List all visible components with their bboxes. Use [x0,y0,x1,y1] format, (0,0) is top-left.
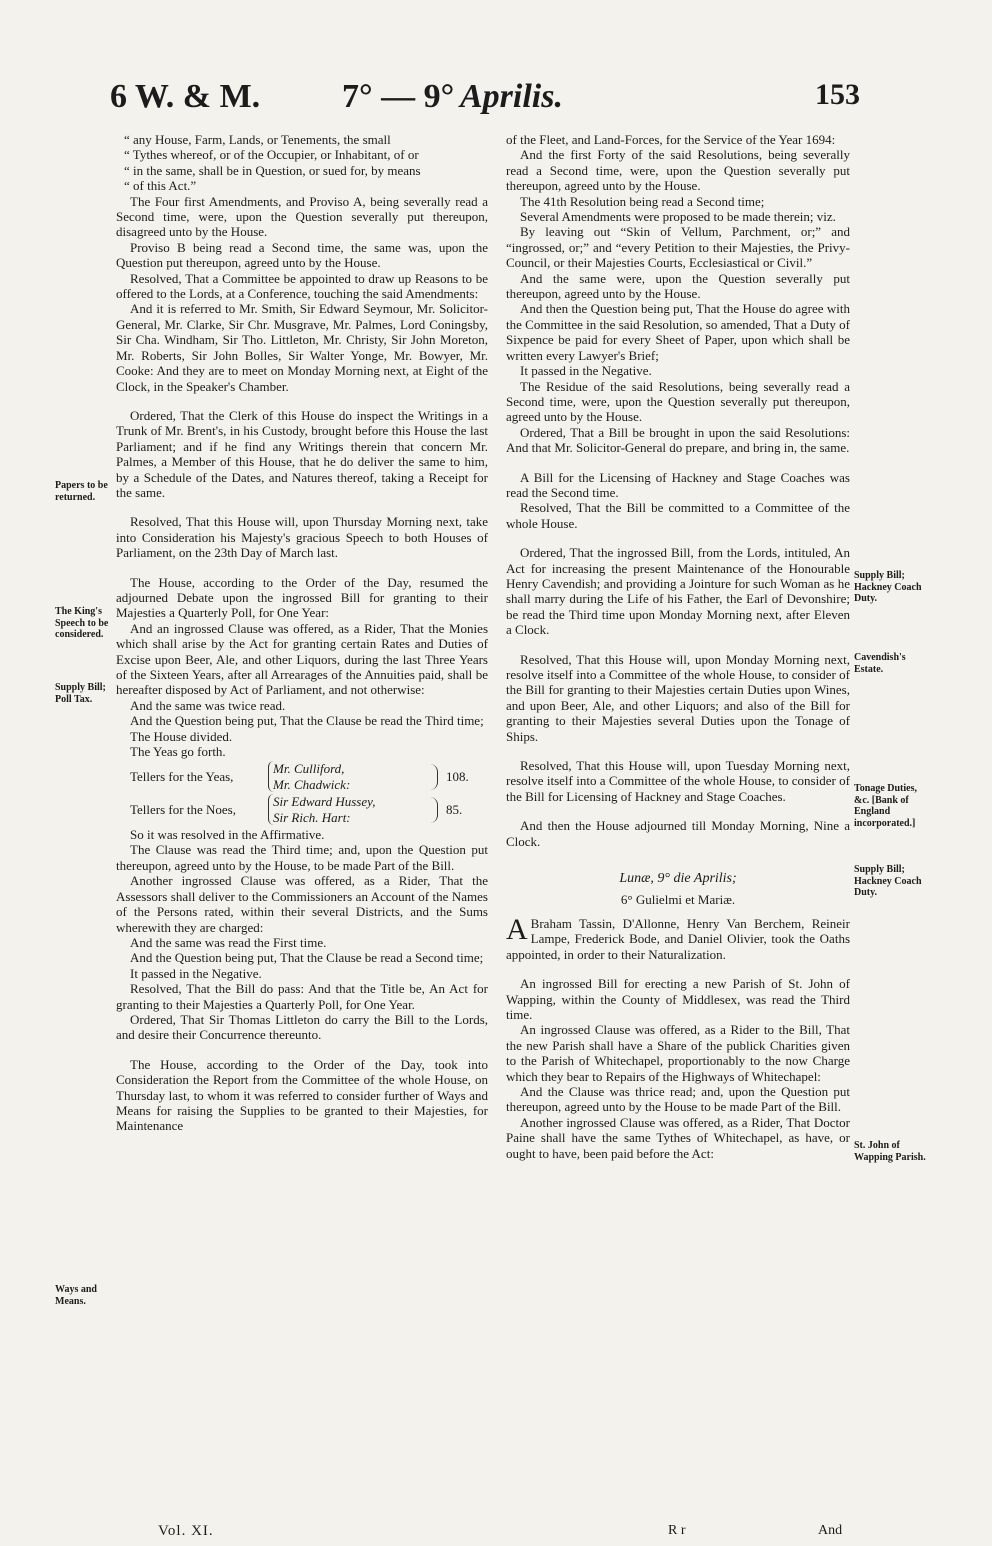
paragraph: The Four first Amendments, and Proviso A, being severally read a Second time, were, upon the Question severally put thereupon, disagreed unto by the House. [116,193,488,240]
paragraph: So it was resolved in the Affirmative. [130,827,325,843]
paragraph: It passed in the Negative. [520,363,652,379]
vote-count: 85. [446,801,463,817]
margin-note-ways-means: Ways and Means. [55,1284,97,1307]
paragraph: The House divided. [130,728,233,744]
paragraph: “ of this Act.” [124,178,197,194]
brace [423,764,438,790]
brace [423,797,438,823]
header-dates: 7° — 9° [342,78,455,115]
paragraph: of the Fleet, and Land-Forces, for the Service of the Year 1694: [506,132,836,147]
vote-count: 108. [446,769,469,785]
paragraph: Resolved, That a Committee be appointed to draw up Reasons to be offered to the Lords, at a Conference, touching the said Amendments: [116,270,488,302]
tellers-label: Tellers for the Noes, [130,801,236,817]
paragraph: Resolved, That this House will, upon Tuesday Morning next, resolve itself into a Committee of the whole House, to consider of the Bill for Licensing of Hackney and Stage Coaches. [506,758,850,804]
naturalization-paragraph [506,912,850,962]
paragraph: Ordered, That Sir Thomas Littleton do carry the Bill to the Lords, and desire their Concurrence thereunto. [116,1011,488,1043]
paragraph: And the same was read the First time. [130,934,327,950]
paragraph: And the same were, upon the Question severally put thereupon, agreed unto by the House. [506,270,850,302]
paragraph: And an ingrossed Clause was offered, as a Rider, That the Monies which shall arise by the Act for granting certain Rates and Duties of Excise upon Beer, Ale, and other Liquors, during the last Three Years of the Sixteen Years, after all Arrearages of the Annuities paid, shall be hereafter disposed by Act of Parliament, and not otherwise: [116,620,488,698]
margin-note-wapping: St. John of Wapping Parish. [854,1140,926,1163]
signature-mark: R r [668,1523,686,1538]
paragraph: “ Tythes whereof, or of the Occupier, or Inhabitant, of or [124,147,419,163]
paragraph: The House, according to the Order of the Day, took into Consideration the Report from the Committee of the whole House, on Thursday last, to whom it was referred to consider further of Ways and Means for raising the Supplies to be granted to their Majesties, for Maintenance [116,1056,488,1134]
margin-note-hackney: Supply Bill; Hackney Coach Duty. [854,570,922,604]
paragraph: And then the House adjourned till Monday Morning, Nine a Clock. [506,818,850,849]
paragraph: And the Question being put, That the Clause be read the Third time; [130,713,484,729]
paragraph: Ordered, That a Bill be brought in upon the said Resolutions: And that Mr. Solicitor-General do prepare, and bring in, the same. [506,424,850,456]
paragraph: The Residue of the said Resolutions, being severally read a Second time, were, upon the Question severally put thereupon, agreed unto by the House. [506,378,850,425]
paragraph: And the same was twice read. [130,697,286,713]
drop-cap: A [506,912,528,946]
page-header [110,78,860,128]
teller-name: Sir Edward Hussey, [273,794,376,810]
right-column [506,132,850,1161]
day-heading: Lunæ, 9° die Aprilis; [619,871,737,887]
paragraph: Resolved, That this House will, upon Thursday Morning next, take into Consideration his Majesty's gracious Speech to both Houses of Parliament, on the 23th Day of March last. [116,514,488,561]
paragraph: The Clause was read the Third time; and, upon the Question put thereupon, agreed unto by the House, to be made Part of the Bill. [116,842,488,873]
paragraph: Resolved, That the Bill do pass: And that the Title be, An Act for granting to their Majesties a Quarterly Poll, for One Year. [116,981,488,1012]
paragraph: The Yeas go forth. [130,744,226,760]
regnal-subheading: 6° Gulielmi et Mariæ. [620,892,736,908]
page-number: 153 [815,78,860,111]
teller-name: Sir Rich. Hart: [273,809,351,825]
paragraph: Proviso B being read a Second time, the same was, upon the Question put thereupon, agreed unto by the House. [116,239,488,271]
paragraph: Several Amendments were proposed to be made therein; viz. [520,209,836,225]
paragraph: An ingrossed Bill for erecting a new Parish of St. John of Wapping, within the County of Middlesex, was read the Third time. [506,976,850,1022]
paragraph: The 41th Resolution being read a Second time; [520,193,765,209]
margin-note-cavendish: Cavendish's Estate. [854,652,906,675]
paragraph: “ any House, Farm, Lands, or Tenements, the small [124,132,391,147]
margin-note-kings-speech: The King's Speech to be considered. [55,606,109,640]
header-regnal-year: 6 W. & M. [110,78,261,115]
paragraph: A Bill for the Licensing of Hackney and Stage Coaches was read the Second time. [506,469,850,500]
tellers-noes [130,794,488,825]
margin-note-supply-poll: Supply Bill; Poll Tax. [55,682,106,705]
teller-name: Mr. Chadwick: [273,776,351,792]
paragraph: Another ingrossed Clause was offered, as a Rider, That Doctor Paine shall have the same Tythes of Whitechapel, as have, or ought to have, been paid before the Act: [506,1114,850,1161]
tellers-names [268,794,423,825]
paragraph: And then the Question being put, That the House do agree with the Committee in the said Resolution, so amended, That a Duty of Sixpence be paid for every Sheet of Paper, upon which shall be written every Lawyer's Brief; [506,301,850,363]
paragraph: The House, according to the Order of the Day, resumed the adjourned Debate upon the ingrossed Bill for granting to their Majesties a Quarterly Poll, for One Year: [116,574,488,621]
volume-label: Vol. XI. [158,1523,214,1539]
paragraph: An ingrossed Clause was offered, as a Rider to the Bill, That the new Parish shall have a Share of the publick Charities given to the Parish of Whitechapel, proportionably to the now Charge which they bear to Repairs of the Highways of Whitechapel: [506,1022,850,1084]
paragraph: And the Question being put, That the Clause be read a Second time; [130,950,484,966]
left-column [116,132,488,1134]
paragraph: And the Clause was thrice read; and, upon the Question put thereupon, agreed unto by the House to be made Part of the Bill. [506,1083,850,1115]
naturalization-text: Braham Tassin, D'Allonne, Henry Van Berchem, Reineir Lampe, Frederick Bode, and Daniel Olivier, took the Oaths appointed, in order to their Naturalization. [506,915,850,962]
tellers-label: Tellers for the Yeas, [130,769,234,785]
paragraph: Resolved, That this House will, upon Monday Morning next, resolve itself into a Committee of the whole House, to consider of the Bill for granting to their Majesties certain Duties upon Wines, and upon Beer, Ale, and other Liquors; and also of the Bill for granting to their Majesties several Duties upon the Tonage of Ships. [506,651,850,744]
paragraph: And the first Forty of the said Resolutions, being severally read a Second time, were, upon the Question severally put thereupon, agreed unto by the House. [506,147,850,194]
paragraph: And it is referred to Mr. Smith, Sir Edward Seymour, Mr. Solicitor-General, Mr. Clarke, Sir Chr. Musgrave, Mr. Palmes, Lord Coningsby, Sir Cha. Windham, Sir Tho. Littleton, Mr. Christy, Sir John Moreton, Mr. Roberts, Sir John Bolles, Sir Walter Yonge, Mr. Bowyer, Mr. Cooke: And they are to meet on Monday Morning next, at Eight of the Clock, in the Speaker's Chamber. [116,301,488,394]
paragraph: “ in the same, shall be in Question, or sued for, by means [124,162,421,178]
margin-note-tonage: Tonage Duties, &c. [Bank of England incorporated.] [854,783,917,829]
tellers-names [268,761,423,792]
margin-note-papers: Papers to be returned. [55,480,108,503]
paragraph: Resolved, That the Bill be committed to a Committee of the whole House. [506,500,850,531]
teller-name: Mr. Culliford, [273,761,345,777]
tellers-yeas [130,761,488,792]
paragraph: Another ingrossed Clause was offered, as a Rider, That the Assessors shall deliver to the Commissioners an Account of the Names of the Persons rated, within their several Districts, and the Sums wherewith they are charged: [116,873,488,935]
header-month: Aprilis. [460,78,563,115]
paragraph: Ordered, That the ingrossed Bill, from the Lords, intituled, An Act for increasing the present Maintenance of the Honourable Henry Cavendish; and providing a Jointure for such Woman as he shall marry during the Life of his Father, the Earl of Devonshire; be read the Third time upon Monday Morning next, after Eleven a Clock. [506,545,850,638]
catchword: And [818,1523,843,1538]
paragraph: Ordered, That the Clerk of this House do inspect the Writings in a Trunk of Mr. Brent's, in his Custody, brought before this House the last Parliament; and if he find any Writings therein that concern Mr. Palmes, a Member of this House, that he do deliver the same to him, by a Schedule of the Dates, and Natures thereof, taking a Receipt for the same. [116,407,488,500]
paragraph: It passed in the Negative. [130,965,262,981]
page-footer [668,1523,843,1539]
margin-note-hackney-2: Supply Bill; Hackney Coach Duty. [854,864,922,898]
paragraph: By leaving out “Skin of Vellum, Parchment, or;” and “ingrossed, or;” and “every Petition to their Majesties, the Privy-Council, or their Majesties Courts, Ecclesiastical or Civil.” [506,224,850,271]
